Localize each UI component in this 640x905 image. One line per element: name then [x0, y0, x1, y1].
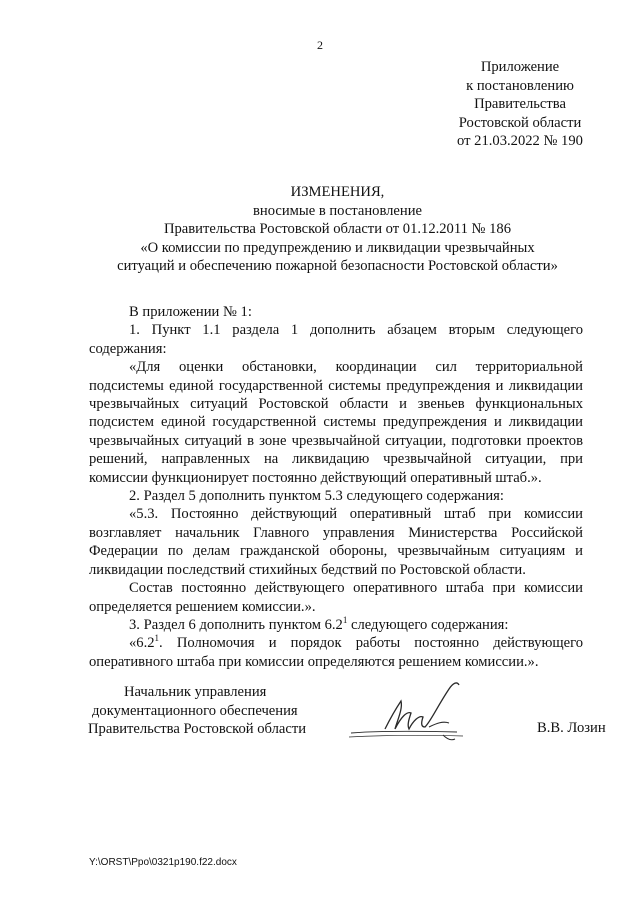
item3-sup: 1: [342, 615, 348, 626]
appendix-header: [430, 58, 610, 151]
signer-title: [88, 683, 318, 739]
appendix-line: от 21.03.2022 № 190: [457, 133, 583, 149]
item3-suffix: следующего содержания:: [347, 616, 509, 633]
signer-title-line: Правительства Ростовской области: [88, 721, 307, 737]
body-paragraph: [89, 634, 583, 671]
item3-prefix: 3. Раздел 6 дополнить пунктом 6.2: [129, 616, 343, 633]
page-number: 2: [317, 38, 323, 52]
document-body: [89, 303, 583, 671]
appendix-line: Приложение: [480, 59, 560, 75]
body-paragraph: [89, 616, 583, 634]
item3-text-suffix: . Полномочия и порядок работы постоянно действующего оперативного штаба при комиссии определяются решением комиссии.».: [89, 635, 583, 670]
title-line: вносимые в постановление: [253, 202, 422, 219]
file-path: Y:\ORST\Ppo\0321p190.f22.docx: [89, 857, 237, 868]
body-paragraph: 1. Пункт 1.1 раздела 1 дополнить абзацем вторым следующего содержания:: [89, 322, 583, 357]
body-paragraph: «5.3. Постоянно действующий оперативный штаб при комиссии возглавляет начальник Главного управления Министерства Российской Федерации по делам гражданской обороны, чрезвычайным ситуациям и ликвидации последствий стихийных бедствий по Ростовской области.: [89, 506, 583, 578]
signer-title-line: Начальник управления: [124, 684, 267, 700]
title-line: «О комиссии по предупреждению и ликвидации чрезвычайных: [140, 239, 535, 256]
signature-image: [345, 677, 475, 747]
document-title: [100, 183, 575, 276]
body-paragraph: Состав постоянно действующего оперативного штаба при комиссии определяется решением комиссии.».: [89, 580, 583, 615]
item3-text-prefix: «6.2: [129, 635, 155, 652]
body-paragraph: «Для оценки обстановки, координации сил территориальной подсистемы единой государственной системы предупреждения и ликвидации чрезвычайных ситуаций Ростовской области и звеньев функциональных подсистем единой государственной системы предупреждения и ликвидации чрезвычайных ситуаций в зоне чрезвычайной ситуации, подготовки проектов решений, направленных на ликвидацию чрезвычайной ситуации, при комиссии функционирует постоянно действующий оперативный штаб.».: [89, 359, 583, 486]
title-heading: ИЗМЕНЕНИЯ,: [290, 184, 385, 200]
signer-title-line: документационного обеспечения: [92, 702, 298, 719]
body-paragraph: В приложении № 1:: [129, 304, 252, 320]
appendix-line: Правительства: [474, 96, 566, 112]
appendix-line: Ростовской области: [458, 114, 582, 131]
title-line: ситуаций и обеспечению пожарной безопасности Ростовской области»: [117, 258, 558, 274]
title-line: Правительства Ростовской области от 01.12.2011 № 186: [163, 221, 512, 237]
item3-text-sup: 1: [154, 633, 160, 644]
signer-name: В.В. Лозин: [537, 720, 606, 736]
appendix-line: к постановлению: [466, 77, 574, 94]
body-paragraph: 2. Раздел 5 дополнить пунктом 5.3 следующего содержания:: [129, 488, 504, 505]
